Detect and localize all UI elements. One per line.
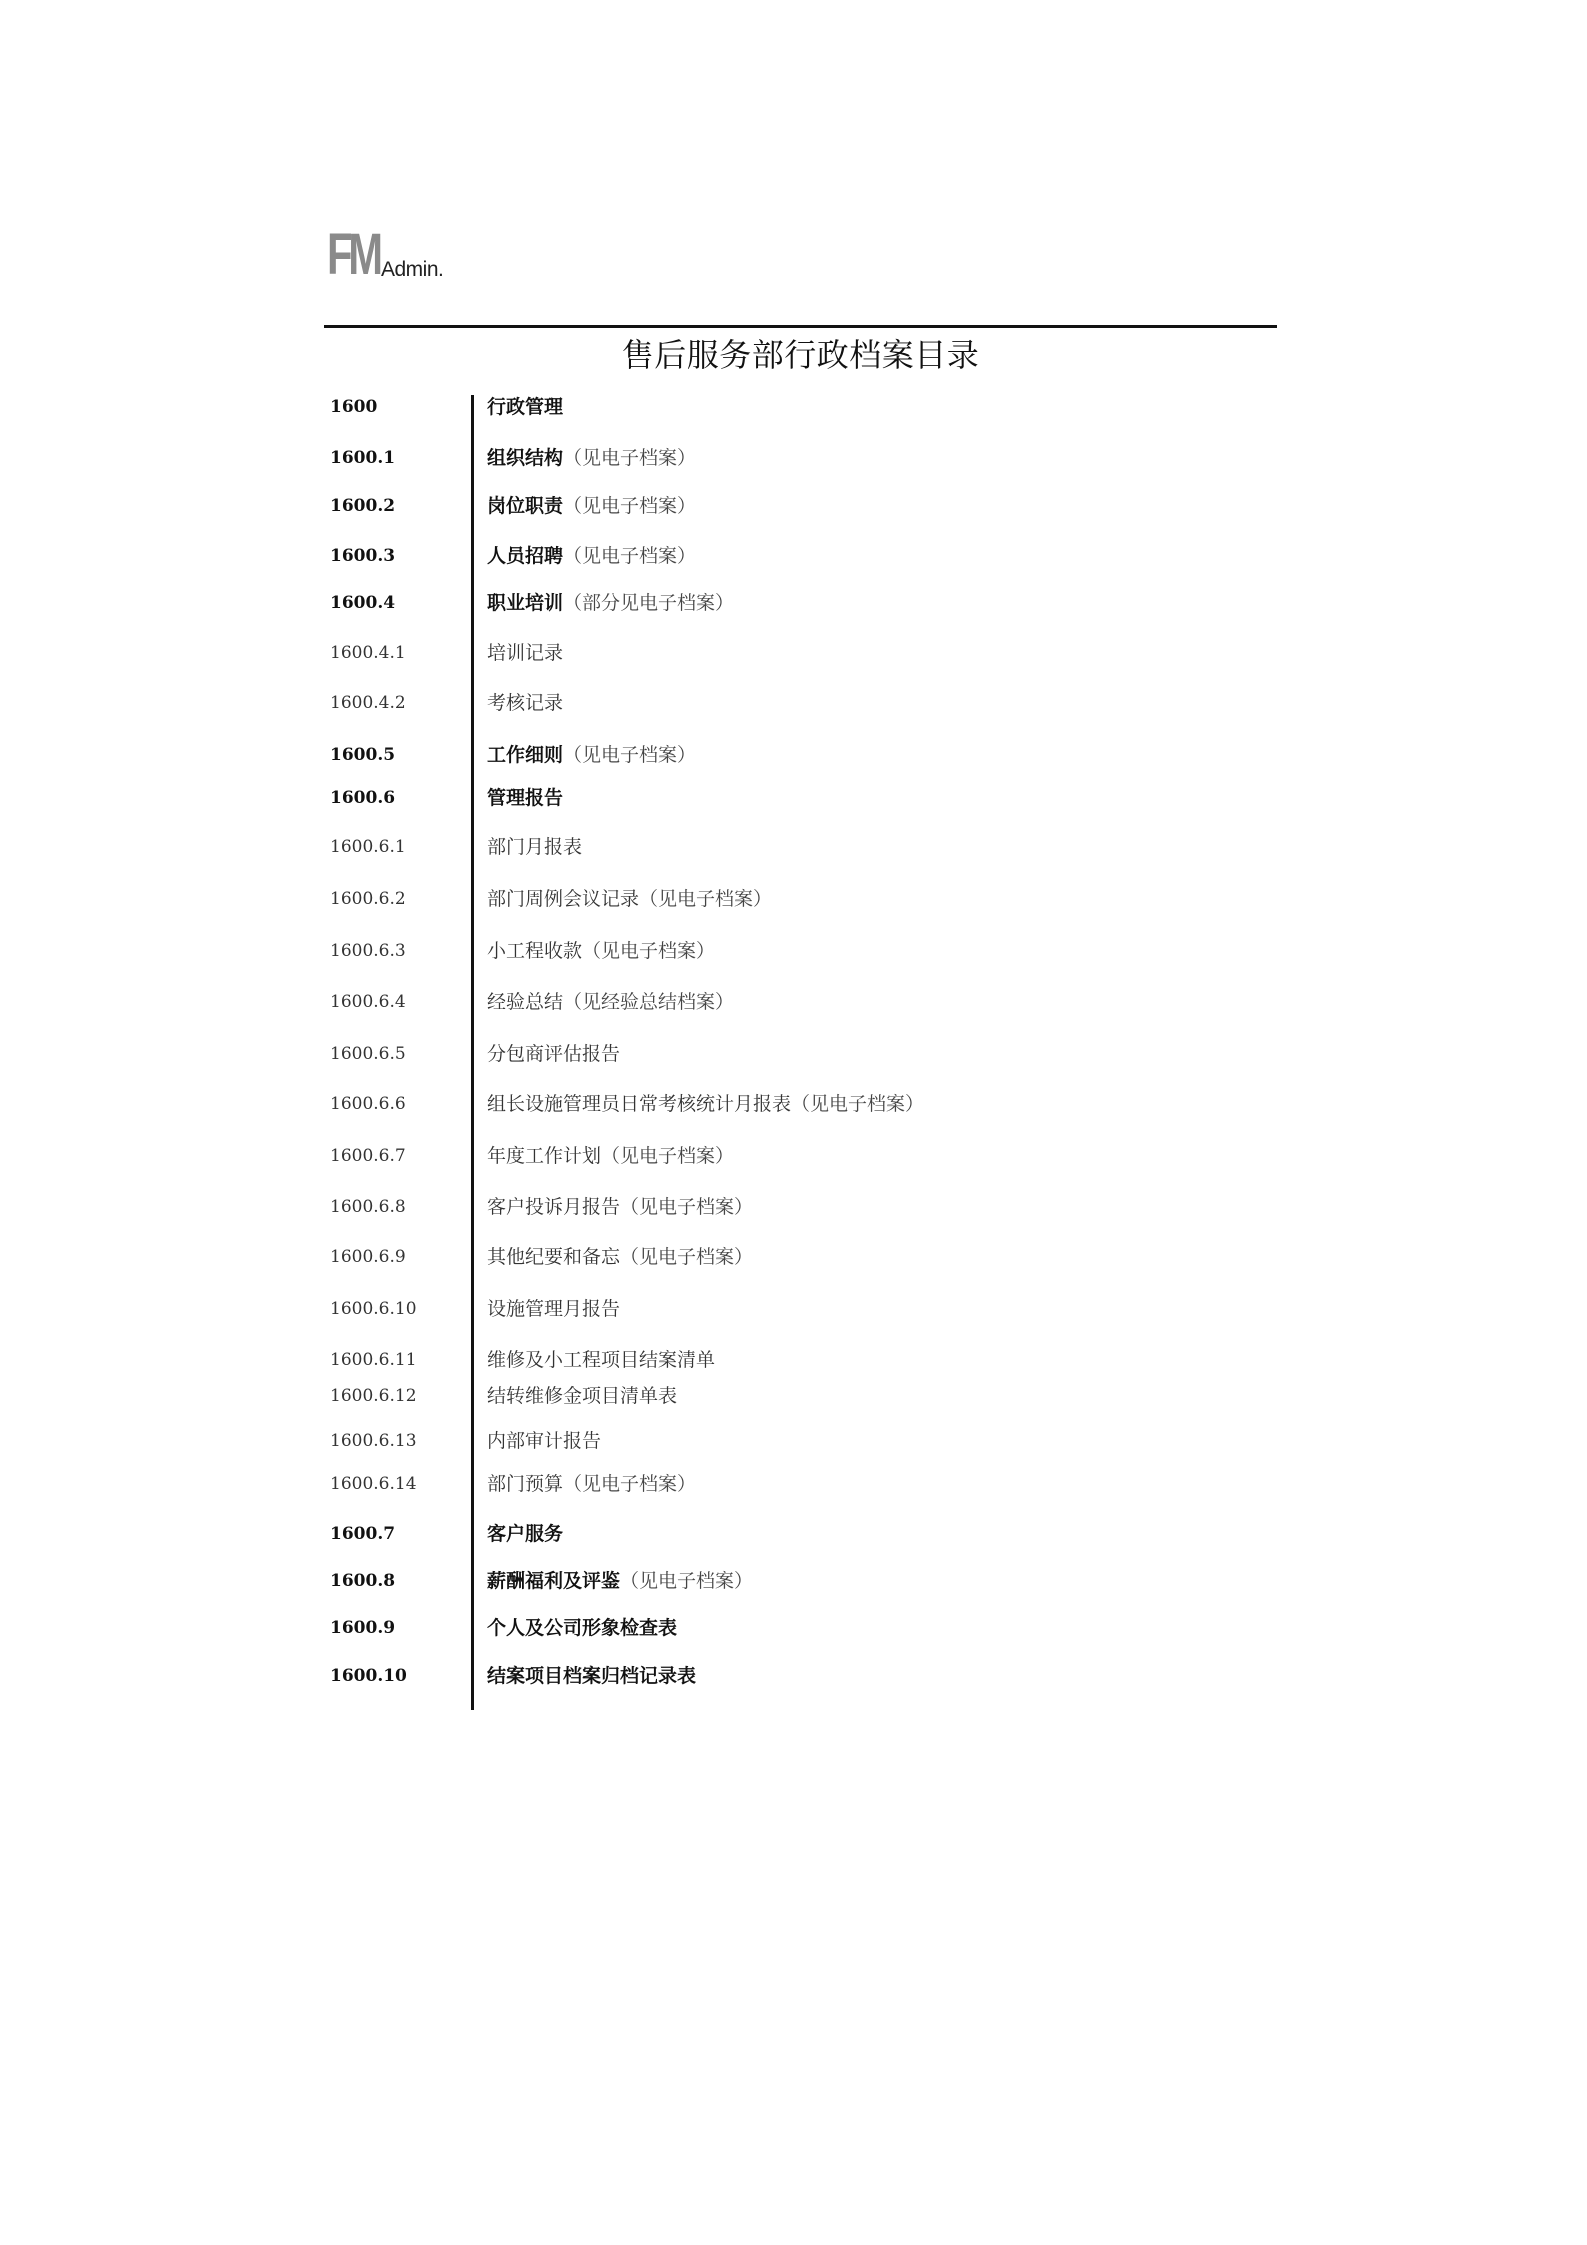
entry-label xyxy=(487,688,563,718)
entry-code: 1600.6.11 xyxy=(330,1350,417,1370)
catalog-entry xyxy=(0,936,1587,966)
entry-label xyxy=(487,832,582,862)
entry-title: 客户服务 xyxy=(487,1523,564,1545)
entry-code: 1600.9 xyxy=(330,1618,396,1638)
entry-label xyxy=(487,1519,563,1549)
entry-title: 组织结构 xyxy=(487,447,564,469)
catalog-entry xyxy=(0,783,1587,813)
entry-note: （见电子档案） xyxy=(620,1570,754,1592)
entry-label xyxy=(487,987,734,1017)
entry-title: 培训记录 xyxy=(487,642,564,664)
entry-title: 考核记录 xyxy=(487,692,564,714)
entry-title: 工作细则 xyxy=(487,744,564,766)
entry-title: 其他纪要和备忘 xyxy=(487,1246,621,1268)
entry-title: 小工程收款 xyxy=(487,940,583,962)
entry-label xyxy=(487,1566,753,1596)
entry-note: （部分见电子档案） xyxy=(563,592,735,614)
logo-mark: FM xyxy=(327,222,379,287)
entry-title: 薪酬福利及评鉴 xyxy=(487,1570,621,1592)
entry-title: 人员招聘 xyxy=(487,545,564,567)
entry-title: 组长设施管理员日常考核统计月报表 xyxy=(487,1093,792,1115)
entry-title: 岗位职责 xyxy=(487,495,564,517)
entry-title: 经验总结 xyxy=(487,991,564,1013)
catalog-entry xyxy=(0,987,1587,1017)
entry-label xyxy=(487,1192,753,1222)
entry-label xyxy=(487,1039,620,1069)
entry-note: （见电子档案） xyxy=(620,1196,754,1218)
entry-note: （见电子档案） xyxy=(563,1473,697,1495)
catalog-entry xyxy=(0,688,1587,718)
entry-code: 1600.6.3 xyxy=(330,941,406,961)
catalog-entry xyxy=(0,1661,1587,1691)
entry-title: 年度工作计划 xyxy=(487,1145,602,1167)
catalog-entry xyxy=(0,1381,1587,1411)
catalog-entry xyxy=(0,443,1587,473)
entry-title: 部门预算 xyxy=(487,1473,564,1495)
entry-title: 部门周例会议记录 xyxy=(487,888,640,910)
entry-label xyxy=(487,1294,620,1324)
entry-code: 1600.5 xyxy=(330,745,396,765)
entry-label xyxy=(487,936,715,966)
entry-note: （见电子档案） xyxy=(563,495,697,517)
entry-code: 1600.6.8 xyxy=(330,1197,406,1217)
entry-code: 1600.6.7 xyxy=(330,1146,406,1166)
catalog-entry xyxy=(0,884,1587,914)
entry-code: 1600.4 xyxy=(330,593,396,613)
catalog-entry xyxy=(0,588,1587,618)
entry-label xyxy=(487,588,734,618)
entry-code: 1600.6.5 xyxy=(330,1044,406,1064)
entry-label xyxy=(487,638,563,668)
entry-title: 管理报告 xyxy=(487,787,564,809)
catalog-entry xyxy=(0,1566,1587,1596)
catalog-entry xyxy=(0,1089,1587,1119)
entry-label xyxy=(487,1345,715,1375)
entry-title: 设施管理月报告 xyxy=(487,1298,621,1320)
entry-code: 1600.6.6 xyxy=(330,1094,406,1114)
entry-title: 个人及公司形象检查表 xyxy=(487,1617,678,1639)
catalog-entry xyxy=(0,392,1587,422)
catalog-entry xyxy=(0,1192,1587,1222)
entry-label xyxy=(487,392,563,422)
entry-code: 1600.6.1 xyxy=(330,837,406,857)
entry-code: 1600.7 xyxy=(330,1524,396,1544)
catalog-entry xyxy=(0,1141,1587,1171)
entry-code: 1600.1 xyxy=(330,448,396,468)
entry-label xyxy=(487,541,696,571)
entry-code: 1600.4.1 xyxy=(330,643,406,663)
entry-title: 内部审计报告 xyxy=(487,1430,602,1452)
entry-note: （见电子档案） xyxy=(563,545,697,567)
catalog-entry xyxy=(0,1294,1587,1324)
catalog-entry xyxy=(0,1039,1587,1069)
entry-code: 1600.2 xyxy=(330,496,396,516)
entry-label xyxy=(487,884,772,914)
catalog-entry xyxy=(0,832,1587,862)
entry-title: 结案项目档案归档记录表 xyxy=(487,1665,697,1687)
entry-title: 结转维修金项目清单表 xyxy=(487,1385,678,1407)
entry-code: 1600.6.9 xyxy=(330,1247,406,1267)
catalog-entry xyxy=(0,740,1587,770)
entry-code: 1600.6.4 xyxy=(330,992,406,1012)
entry-label xyxy=(487,1242,753,1272)
entry-note: （见电子档案） xyxy=(582,940,716,962)
page-title: 售后服务部行政档案目录 xyxy=(621,336,980,374)
entry-label xyxy=(487,1381,677,1411)
entry-label xyxy=(487,1089,924,1119)
entry-code: 1600.3 xyxy=(330,546,396,566)
catalog-entry xyxy=(0,1469,1587,1499)
entry-note: （见电子档案） xyxy=(563,447,697,469)
entry-label xyxy=(487,1469,696,1499)
entry-code: 1600.6.12 xyxy=(330,1386,417,1406)
entry-title: 职业培训 xyxy=(487,592,564,614)
entry-title: 部门月报表 xyxy=(487,836,583,858)
entry-code: 1600.4.2 xyxy=(330,693,406,713)
entry-title: 客户投诉月报告 xyxy=(487,1196,621,1218)
entry-label xyxy=(487,1141,734,1171)
entry-code: 1600.6 xyxy=(330,788,396,808)
catalog-entry xyxy=(0,1613,1587,1643)
entry-code: 1600.8 xyxy=(330,1571,396,1591)
entry-code: 1600.6.2 xyxy=(330,889,406,909)
catalog-entry xyxy=(0,1242,1587,1272)
logo-text: Admin. xyxy=(381,258,444,281)
catalog-entry xyxy=(0,491,1587,521)
catalog-entry xyxy=(0,1426,1587,1456)
entry-label xyxy=(487,740,696,770)
catalog-entry xyxy=(0,541,1587,571)
entry-note: （见电子档案） xyxy=(620,1246,754,1268)
catalog-entry xyxy=(0,638,1587,668)
entry-label xyxy=(487,1426,601,1456)
entry-label xyxy=(487,443,696,473)
catalog-entry xyxy=(0,1345,1587,1375)
entry-note: （见经验总结档案） xyxy=(563,991,735,1013)
entry-note: （见电子档案） xyxy=(639,888,773,910)
entry-title: 分包商评估报告 xyxy=(487,1043,621,1065)
entry-code: 1600.6.14 xyxy=(330,1474,417,1494)
entry-note: （见电子档案） xyxy=(791,1093,925,1115)
entry-title: 行政管理 xyxy=(487,396,564,418)
entry-code: 1600.6.10 xyxy=(330,1299,417,1319)
entry-label xyxy=(487,783,563,813)
company-logo xyxy=(327,222,444,287)
entry-code: 1600.10 xyxy=(330,1666,407,1686)
entry-note: （见电子档案） xyxy=(601,1145,735,1167)
entry-label xyxy=(487,1661,696,1691)
title-rule xyxy=(324,325,1277,328)
entry-code: 1600 xyxy=(330,397,378,417)
entry-label xyxy=(487,491,696,521)
entry-title: 维修及小工程项目结案清单 xyxy=(487,1349,716,1371)
entry-label xyxy=(487,1613,677,1643)
entry-note: （见电子档案） xyxy=(563,744,697,766)
catalog-entry xyxy=(0,1519,1587,1549)
entry-code: 1600.6.13 xyxy=(330,1431,417,1451)
